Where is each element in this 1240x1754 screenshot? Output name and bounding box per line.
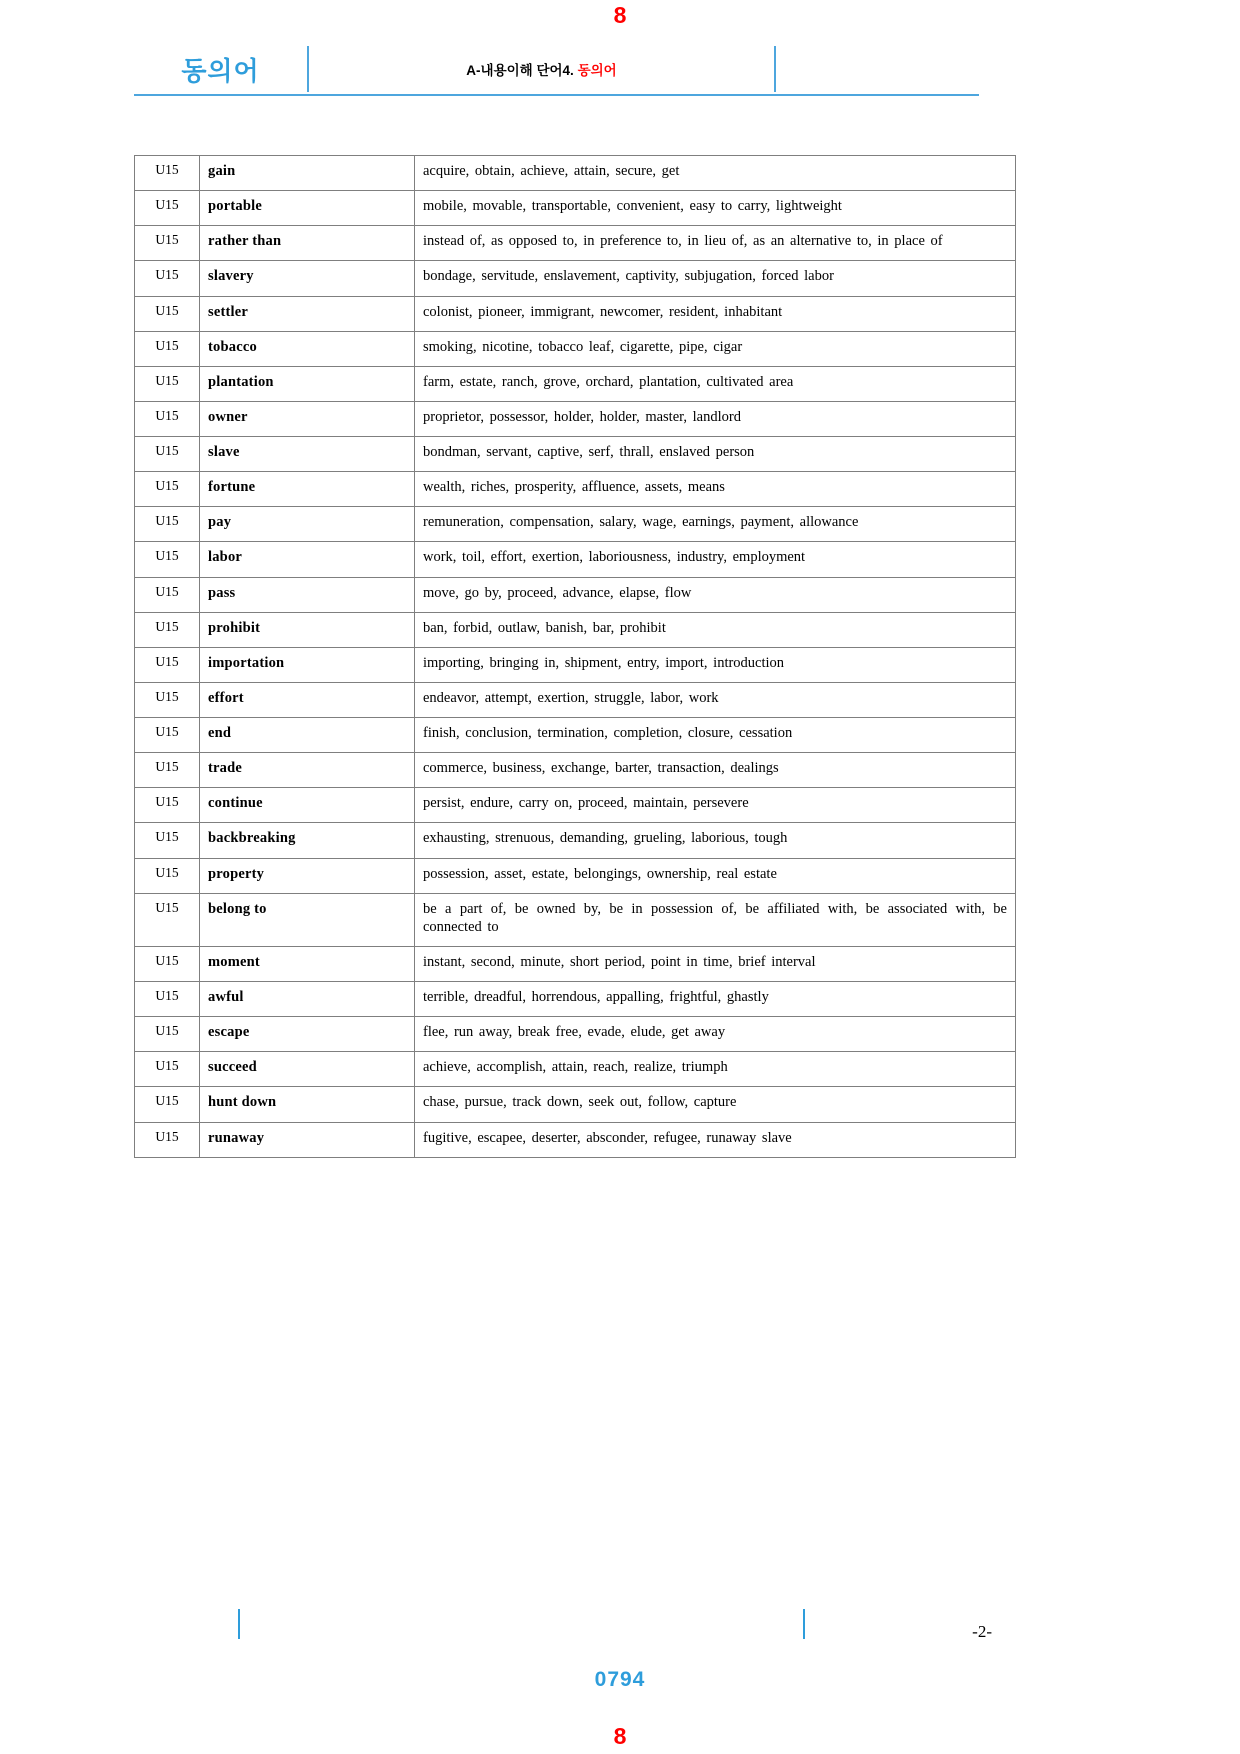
cell-word: slavery <box>200 261 415 296</box>
table-row <box>135 612 1016 647</box>
cell-word: fortune <box>200 472 415 507</box>
cell-unit: U15 <box>135 437 200 472</box>
cell-unit: U15 <box>135 753 200 788</box>
cell-synonyms: bondage, servitude, enslavement, captivity, subjugation, forced labor <box>415 261 1016 296</box>
table-row <box>135 823 1016 858</box>
table-row <box>135 647 1016 682</box>
cell-word: prohibit <box>200 612 415 647</box>
cell-synonyms: fugitive, escapee, deserter, absconder, refugee, runaway slave <box>415 1122 1016 1157</box>
cell-word: importation <box>200 647 415 682</box>
table-row <box>135 472 1016 507</box>
page-header <box>134 46 979 96</box>
header-subject-text <box>466 59 616 79</box>
cell-unit: U15 <box>135 858 200 893</box>
footer-rule-left <box>238 1609 240 1639</box>
cell-word: gain <box>200 156 415 191</box>
footer-rules <box>0 1609 1240 1639</box>
cell-word: pass <box>200 577 415 612</box>
table-row <box>135 1017 1016 1052</box>
cell-unit: U15 <box>135 472 200 507</box>
cell-synonyms: bondman, servant, captive, serf, thrall, enslaved person <box>415 437 1016 472</box>
cell-unit: U15 <box>135 296 200 331</box>
table-row <box>135 296 1016 331</box>
cell-synonyms: exhausting, strenuous, demanding, grueling, laborious, tough <box>415 823 1016 858</box>
header-blank-cell <box>776 46 979 92</box>
cell-unit: U15 <box>135 982 200 1017</box>
table-row <box>135 1122 1016 1157</box>
table-row <box>135 401 1016 436</box>
cell-synonyms: smoking, nicotine, tobacco leaf, cigarette, pipe, cigar <box>415 331 1016 366</box>
cell-unit: U15 <box>135 788 200 823</box>
cell-unit: U15 <box>135 1052 200 1087</box>
cell-unit: U15 <box>135 331 200 366</box>
cell-unit: U15 <box>135 542 200 577</box>
cell-word: owner <box>200 401 415 436</box>
table-row <box>135 331 1016 366</box>
cell-word: backbreaking <box>200 823 415 858</box>
cell-word: moment <box>200 946 415 981</box>
cell-word: effort <box>200 682 415 717</box>
cell-unit: U15 <box>135 366 200 401</box>
cell-unit: U15 <box>135 226 200 261</box>
table-row <box>135 507 1016 542</box>
table-row <box>135 946 1016 981</box>
cell-word: runaway <box>200 1122 415 1157</box>
cell-word: hunt down <box>200 1087 415 1122</box>
cell-synonyms: work, toil, effort, exertion, laboriousness, industry, employment <box>415 542 1016 577</box>
cell-unit: U15 <box>135 577 200 612</box>
cell-word: portable <box>200 191 415 226</box>
cell-synonyms: proprietor, possessor, holder, holder, master, landlord <box>415 401 1016 436</box>
cell-word: rather than <box>200 226 415 261</box>
cell-synonyms: persist, endure, carry on, proceed, maintain, persevere <box>415 788 1016 823</box>
cell-unit: U15 <box>135 1122 200 1157</box>
cell-word: settler <box>200 296 415 331</box>
cell-unit: U15 <box>135 718 200 753</box>
header-title-cell <box>134 46 309 92</box>
cell-unit: U15 <box>135 1087 200 1122</box>
table-row <box>135 753 1016 788</box>
cell-synonyms: move, go by, proceed, advance, elapse, flow <box>415 577 1016 612</box>
cell-synonyms: instead of, as opposed to, in preference to, in lieu of, as an alternative to, in place of <box>415 226 1016 261</box>
cell-synonyms: remuneration, compensation, salary, wage, earnings, payment, allowance <box>415 507 1016 542</box>
cell-word: awful <box>200 982 415 1017</box>
cell-synonyms: chase, pursue, track down, seek out, follow, capture <box>415 1087 1016 1122</box>
cell-word: belong to <box>200 893 415 946</box>
document-code: 0794 <box>594 1668 646 1691</box>
table-row <box>135 191 1016 226</box>
cell-word: continue <box>200 788 415 823</box>
cell-synonyms: importing, bringing in, shipment, entry, import, introduction <box>415 647 1016 682</box>
cell-unit: U15 <box>135 156 200 191</box>
cell-unit: U15 <box>135 647 200 682</box>
table-row <box>135 682 1016 717</box>
table-row <box>135 226 1016 261</box>
cell-synonyms: endeavor, attempt, exertion, struggle, labor, work <box>415 682 1016 717</box>
header-subject-cell <box>309 46 776 92</box>
cell-unit: U15 <box>135 507 200 542</box>
table-row <box>135 366 1016 401</box>
top-page-mark: 8 <box>613 2 627 28</box>
cell-unit: U15 <box>135 823 200 858</box>
header-subject-accent: 동의어 <box>577 63 617 78</box>
cell-synonyms: finish, conclusion, termination, completion, closure, cessation <box>415 718 1016 753</box>
bottom-page-mark: 8 <box>613 1723 627 1749</box>
cell-word: pay <box>200 507 415 542</box>
page-title: 동의어 <box>181 55 260 86</box>
cell-word: plantation <box>200 366 415 401</box>
page-number: -2- <box>972 1622 992 1641</box>
cell-unit: U15 <box>135 1017 200 1052</box>
cell-unit: U15 <box>135 682 200 717</box>
table-row <box>135 156 1016 191</box>
table-row <box>135 1052 1016 1087</box>
cell-word: tobacco <box>200 331 415 366</box>
table-row <box>135 893 1016 946</box>
table-row <box>135 982 1016 1017</box>
table-row <box>135 858 1016 893</box>
table-row <box>135 437 1016 472</box>
table-row <box>135 577 1016 612</box>
cell-synonyms: achieve, accomplish, attain, reach, realize, triumph <box>415 1052 1016 1087</box>
cell-word: trade <box>200 753 415 788</box>
cell-synonyms: mobile, movable, transportable, convenient, easy to carry, lightweight <box>415 191 1016 226</box>
table-row <box>135 718 1016 753</box>
cell-synonyms: possession, asset, estate, belongings, ownership, real estate <box>415 858 1016 893</box>
cell-synonyms: instant, second, minute, short period, point in time, brief interval <box>415 946 1016 981</box>
table-row <box>135 788 1016 823</box>
cell-synonyms: commerce, business, exchange, barter, transaction, dealings <box>415 753 1016 788</box>
vocabulary-table-wrapper <box>134 155 1007 1158</box>
footer-rule-right <box>803 1609 805 1639</box>
cell-word: escape <box>200 1017 415 1052</box>
cell-synonyms: ban, forbid, outlaw, banish, bar, prohibit <box>415 612 1016 647</box>
cell-unit: U15 <box>135 893 200 946</box>
vocabulary-table <box>134 155 1016 1158</box>
table-row <box>135 261 1016 296</box>
cell-word: end <box>200 718 415 753</box>
cell-unit: U15 <box>135 191 200 226</box>
cell-unit: U15 <box>135 401 200 436</box>
cell-synonyms: colonist, pioneer, immigrant, newcomer, resident, inhabitant <box>415 296 1016 331</box>
vocabulary-table-body <box>135 156 1016 1158</box>
table-row <box>135 1087 1016 1122</box>
cell-word: labor <box>200 542 415 577</box>
cell-word: slave <box>200 437 415 472</box>
cell-word: property <box>200 858 415 893</box>
cell-synonyms: terrible, dreadful, horrendous, appalling, frightful, ghastly <box>415 982 1016 1017</box>
cell-unit: U15 <box>135 261 200 296</box>
cell-synonyms: farm, estate, ranch, grove, orchard, plantation, cultivated area <box>415 366 1016 401</box>
table-row <box>135 542 1016 577</box>
header-subject-prefix: A-내용이해 단어4. <box>466 63 574 78</box>
cell-synonyms: wealth, riches, prosperity, affluence, assets, means <box>415 472 1016 507</box>
cell-word: succeed <box>200 1052 415 1087</box>
cell-unit: U15 <box>135 612 200 647</box>
cell-unit: U15 <box>135 946 200 981</box>
cell-synonyms: be a part of, be owned by, be in possession of, be affiliated with, be associated with, be connected to <box>415 893 1016 946</box>
cell-synonyms: acquire, obtain, achieve, attain, secure, get <box>415 156 1016 191</box>
cell-synonyms: flee, run away, break free, evade, elude, get away <box>415 1017 1016 1052</box>
